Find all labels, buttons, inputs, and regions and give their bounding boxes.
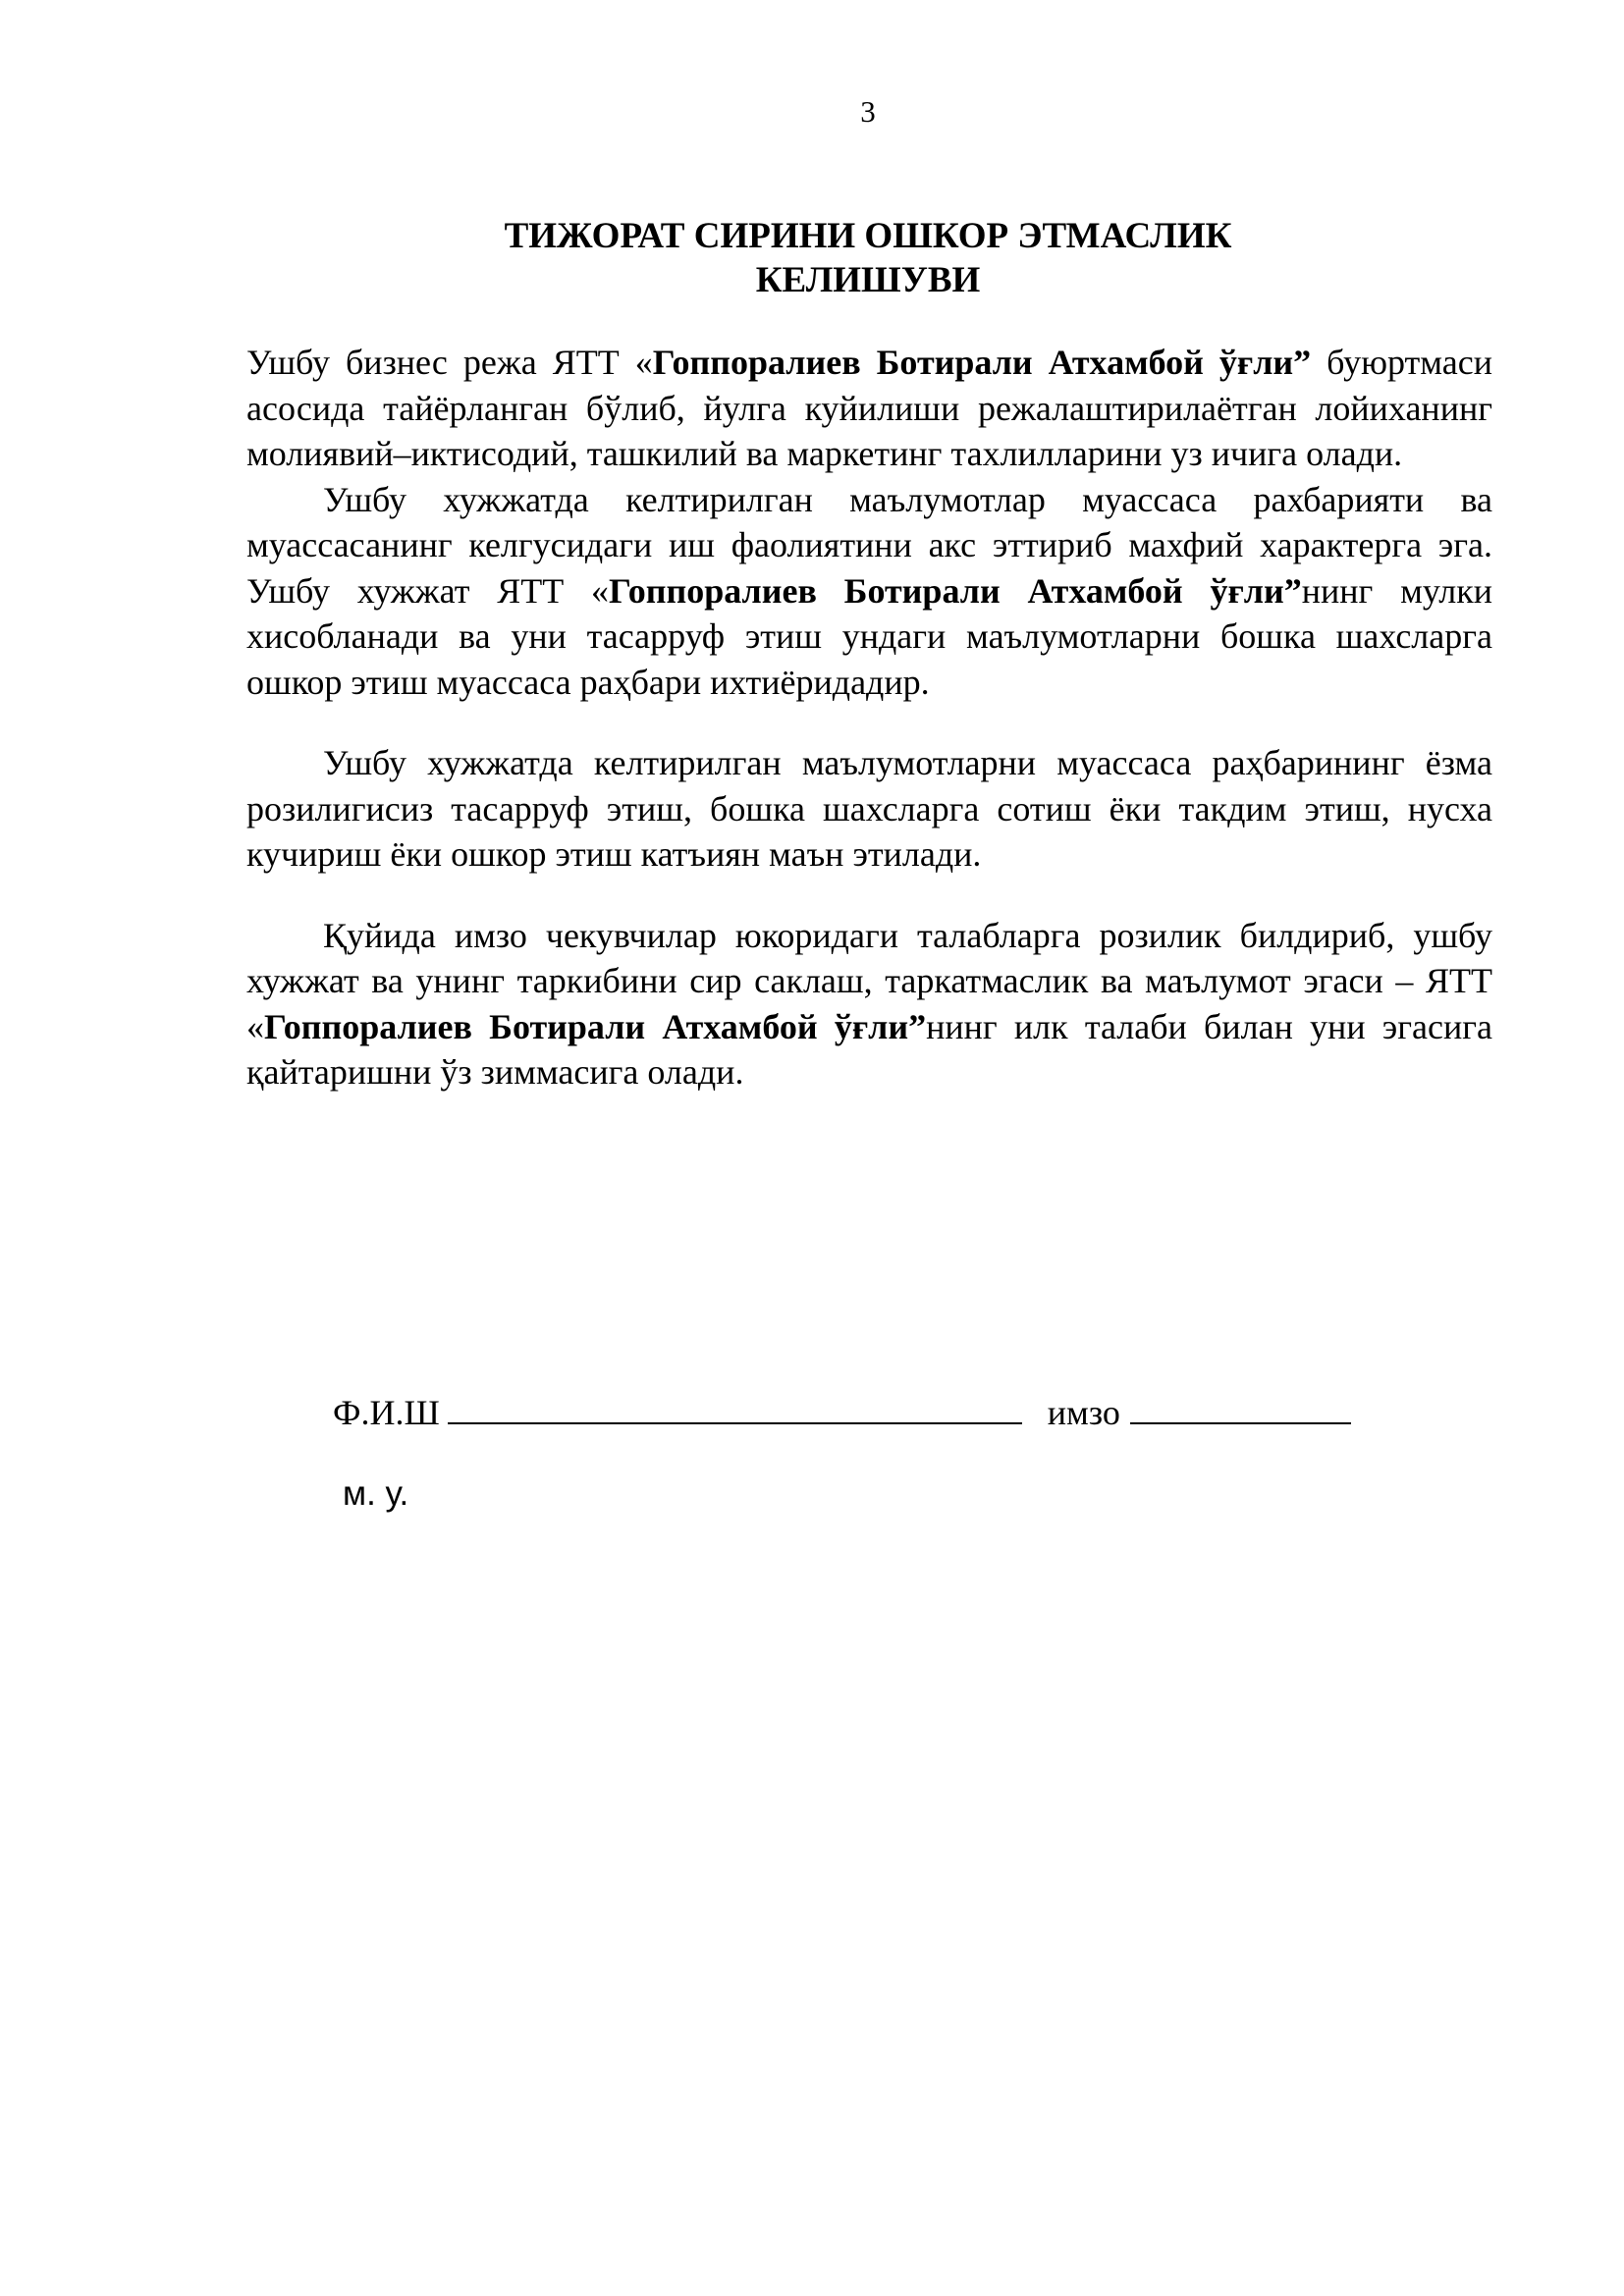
paragraph-1-text-b: буюртмаси асосида тайёрланган бўлиб, йулга куйилиши режалаштирилаётган лойиханинг молиявий–иктисодий, ташкилий ва маркетинг тахлилларини уз ичига олади. <box>246 343 1493 473</box>
sign-label: имзо <box>1047 1393 1120 1432</box>
name-label: Ф.И.Ш <box>333 1393 440 1432</box>
document-body <box>246 340 1492 1095</box>
page-number: 3 <box>860 94 876 129</box>
paragraph-1-company-name: Гоппоралиев Ботирали Атхамбой ўғли” <box>652 343 1312 382</box>
title-line-1: ТИЖОРАТ СИРИНИ ОШКОР ЭТМАСЛИК <box>504 216 1232 256</box>
paragraph-2-text-b: нинг мулки хисобланади ва уни тасарруф этиш ундаги маълумотларни бошка шахсларга ошкор этиш муассаса раҳбари ихтиёридадир. <box>246 570 1493 702</box>
paragraph-3: Ушбу хужжатда келтирилган маълумотларни муассаса раҳбарининг ёзма розилигисиз тасарруф этиш, бошка шахсларга сотиш ёки такдим этиш, нусха кучириш ёки ошкор этиш катъиян маън этилади. <box>246 743 1492 874</box>
title-line-2: КЕЛИШУВИ <box>755 260 981 300</box>
paragraph-4-text-a: Қуйида имзо чекувчилар юкоридаги талабларга розилик билдириб, ушбу хужжат ва унинг таркибини сир саклаш, таркатмаслик ва маълумот эгаси – ЯТТ « <box>246 915 1492 1046</box>
stamp-place-label: м. у. <box>343 1474 409 1513</box>
paragraph-1 <box>246 340 1492 477</box>
paragraph-4-text-b: нинг илк талаби билан уни эгасига қайтаришни ўз зиммасига олади. <box>246 1006 1492 1092</box>
paragraph-2-company-name: Гоппоралиев Ботирали Атхамбой ўғли” <box>608 570 1302 611</box>
paragraph-2-text-a: Ушбу хужжатда келтирилган маълумотлар муассаса рахбарияти ва муассасанинг келгусидаги иш фаолиятини акс эттириб махфий характерга эга. Ушбу хужжат ЯТТ « <box>246 479 1492 611</box>
paragraph-4-company-name: Гоппоралиев Ботирали Атхамбой ўғли” <box>264 1006 927 1046</box>
sign-line <box>1130 1393 1351 1424</box>
signature-row <box>333 1392 1351 1433</box>
document-title <box>0 214 1624 302</box>
paragraph-2 <box>246 477 1492 706</box>
paragraph-4 <box>246 913 1492 1095</box>
name-line <box>448 1393 1022 1424</box>
paragraph-1-text-a: Ушбу бизнес режа ЯТТ « <box>246 343 653 382</box>
